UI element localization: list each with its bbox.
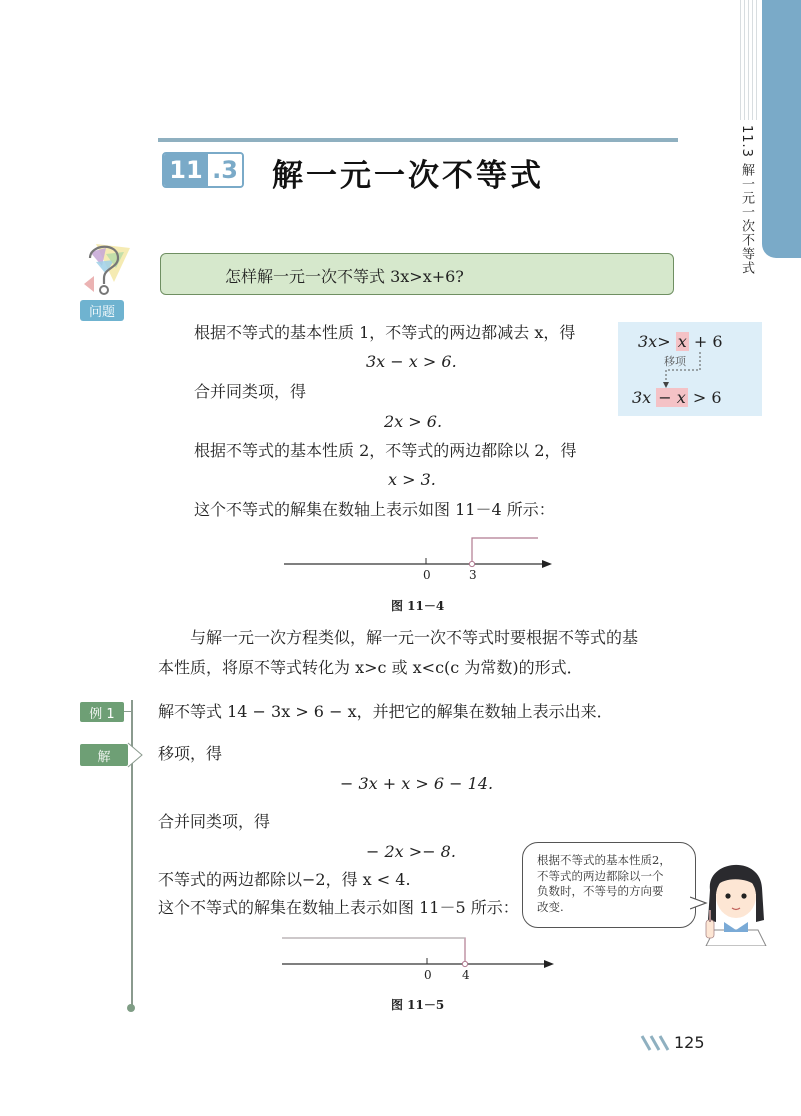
section-number-badge [162,152,244,188]
question-box [160,253,674,295]
equation: − 2x >− 8. [366,842,456,861]
solution-line: 不等式的两边都除以−2，得 x < 4. [158,870,411,889]
note-arrow-label: 移项 [664,355,686,368]
transposition-note [618,322,762,416]
chapter-side-tab [762,0,801,258]
body-line: 本性质，将原不等式转化为 x>c 或 x<c(c 为常数)的形式． [158,658,583,677]
note-bottom-equation: 3x − x > 6 [632,388,722,407]
solution-pointer-icon [126,742,146,768]
figure-caption: 图 11－5 [391,998,445,1012]
solution-line: 合并同类项，得 [158,812,271,831]
solution-line: 这个不等式的解集在数轴上表示如图 11－5 所示： [158,898,519,917]
side-tab-label: 11.3 解一元一次不等式 [739,125,754,276]
body-line: 合并同类项，得 [194,382,307,401]
header-rule [158,138,678,142]
note-top-equation: 3x> x + 6 [638,332,723,351]
edge-lines-decoration [740,0,758,120]
tick-label: 0 [423,568,431,582]
hint-speech-bubble: 根据不等式的基本性质2， 不等式的两边都除以一个 负数时，不等号的方向要 改变. [522,842,696,928]
label-connector [124,711,132,712]
example-label: 例 1 [80,702,124,722]
student-girl-illustration [700,850,772,946]
question-text: 怎样解一元一次不等式 3x>x+6? [225,267,464,286]
number-line-figure-11-4 [280,530,560,580]
body-line: 与解一元一次方程类似，解一元一次不等式时要根据不等式的基 [190,628,639,647]
solution-label: 解 [80,744,128,766]
section-title: 解一元一次不等式 [272,158,544,194]
question-mark-icon [76,238,136,298]
number-line-figure-11-5 [280,930,560,980]
equation: x > 3. [388,470,436,489]
tick-label: 0 [424,968,432,982]
equation: − 3x + x > 6 − 14. [340,774,494,793]
equation: 3x − x > 6. [366,352,457,371]
figure-caption: 图 11－4 [391,599,445,613]
section-major: 11 [164,154,208,186]
body-line: 根据不等式的基本性质 2，不等式的两边都除以 2，得 [194,441,577,460]
equation: 2x > 6. [384,412,443,431]
body-line: 这个不等式的解集在数轴上表示如图 11－4 所示： [194,500,555,519]
body-line: 根据不等式的基本性质 1，不等式的两边都减去 x，得 [194,323,576,342]
solution-line: 移项，得 [158,744,223,763]
example-text: 解不等式 14 − 3x > 6 − x，并把它的解集在数轴上表示出来． [158,702,613,721]
problem-badge: 问题 [80,300,124,321]
example-guide-dot [127,1004,135,1012]
page-slash-decoration-icon [640,1034,674,1052]
section-minor: .3 [208,154,242,186]
tick-label: 3 [469,568,477,582]
tick-label: 4 [462,968,470,982]
page-number: 125 [674,1033,705,1052]
